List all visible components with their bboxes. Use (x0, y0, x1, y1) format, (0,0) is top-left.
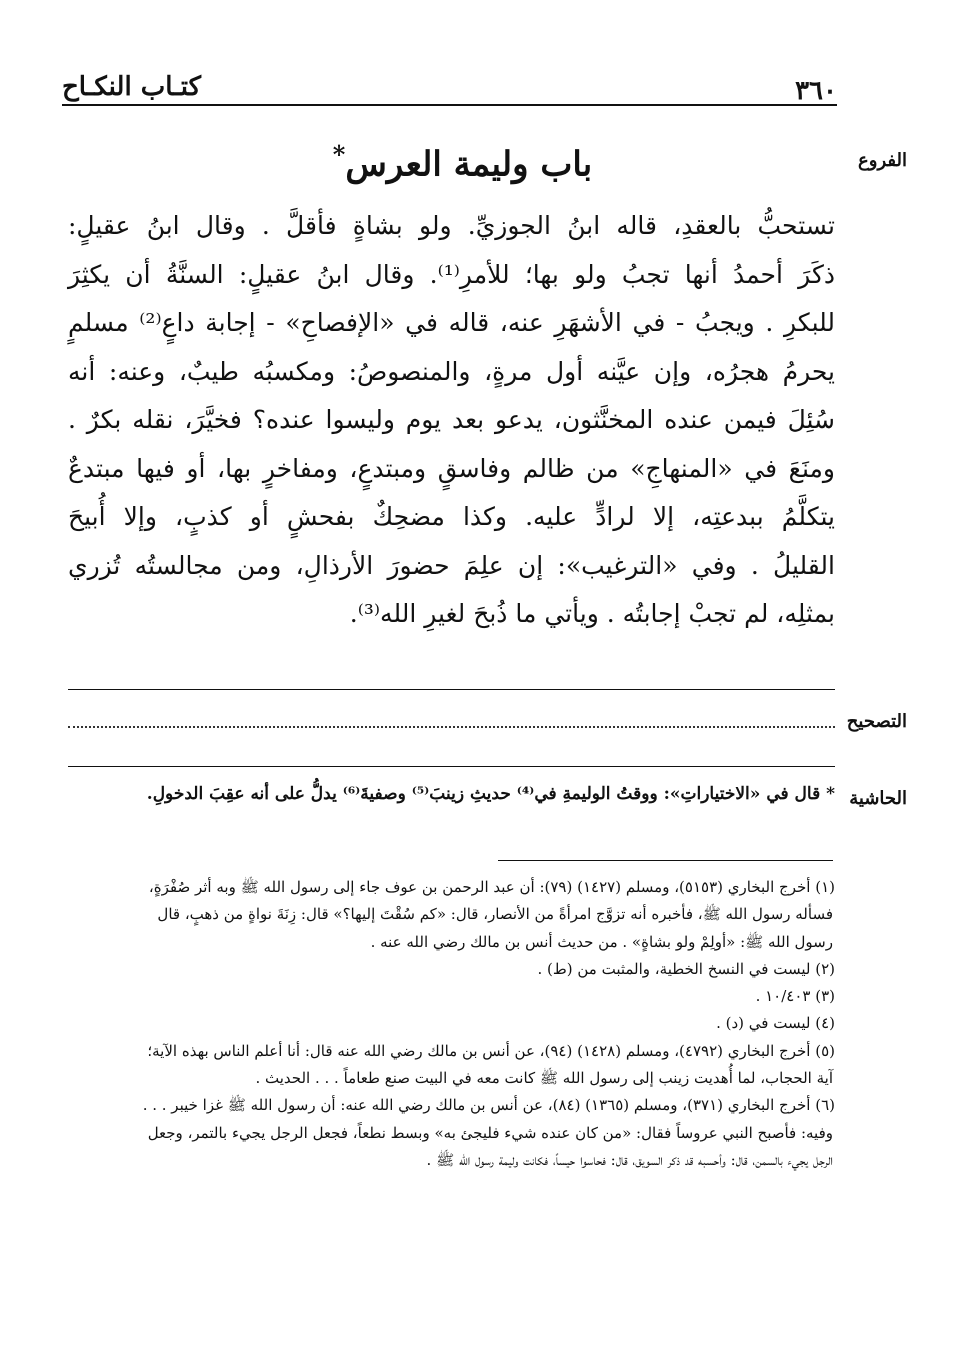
side-label-tashih: التصحيح (846, 711, 907, 732)
chapter-star-marker: * (332, 140, 346, 169)
footnote-line: (٥) أخرج البخاري (٤٧٩٢)، ومسلم (١٤٢٨) (٩٤)، عن أنس بن مالك رضي الله عنه قال: أنا أعلم الناس بهذه الآية؛ (147, 1041, 835, 1060)
hashia-note: * قال في «الاختياراتِ»: ووقتُ الوليمةِ في⁽⁴⁾ حديثِ زينبَ⁽⁵⁾ وصفيةَ⁽⁶⁾ يدلُّ على أنه عقِبَ الدخولِ. (146, 784, 835, 804)
main-text-divider (68, 689, 835, 690)
chapter-title-text: باب وليمة العرس (345, 144, 593, 185)
main-text-line: سُئِلَ فيمن عنده المخنَّثون، يدعو بعد يوم وليسوا عنده؟ فخيَّرَ، نقله بكرٌ . (68, 405, 835, 434)
footnote-line: (٢) ليست في النسخ الخطية، والمثبت من (ط) . (537, 959, 835, 978)
footnote-line: الرجل يجيء بالسمن، قال: وأحسبه قد ذكر السويق، قال: فحاسوا حيساً، فكانت وليمة رسول الله ﷺ . (426, 1150, 833, 1169)
main-text-line: بمثلِه، لم تجبْ إجابتُه . ويأتي ما ذُبحَ لغيرِ الله⁽³⁾. (349, 599, 835, 628)
main-text-line: ذكَرَ أحمدُ أنها تجبُ ولو بها؛ للأمرِ⁽¹⁾. وقال ابنُ عقيلٍ: السنَّةُ أن يكثِرَ (68, 259, 835, 289)
chapter-heading (90, 140, 835, 184)
side-label-furu: الفروع (858, 150, 907, 171)
footnote-line: فسأله رسول الله ﷺ، فأخبره أنه تزوَّج امرأةً من الأنصار، قال: «كم سُقْتَ إليها؟» قال: زِنَةَ نواةٍ من ذهبٍ، قال (157, 905, 833, 924)
main-text-line: ومنَعَ في «المنهاجِ» من ظالم وفاسقٍ ومبتدعٍ، ومفاخرٍ بها، أو فيها مبتدعٌ (68, 453, 835, 483)
footnote-line: (٤) ليست في (د) . (716, 1014, 835, 1033)
footnotes-divider (498, 860, 833, 861)
footnote-line: وفيه: فأصبح النبي عروساً فقال: «من كان عنده شيء فليجئ به» وبسط نطعاً، فجعل الرجل يجيء بالتمر، وجعل (147, 1123, 833, 1142)
header-rule (62, 104, 837, 106)
main-text-line: تستحبُّ بالعقدِ، قاله ابنُ الجوزيِّ. ولو بشاةٍ فأقلَّ . وقال ابنُ عقيلٍ: (68, 211, 835, 240)
footnote-line: (٣) ١٠/٤٠٣ . (755, 987, 835, 1006)
tashih-divider (68, 766, 835, 767)
main-text-line: يتكلَّمُ ببدعتِه، إلا لرادٍّ عليه. وكذا مضحِكٌ بفحشٍ أو كذبٍ، وإلا أُبيحَ (68, 502, 835, 531)
footnote-line: (٦) أخرج البخاري (٣٧١)، ومسلم (١٣٦٥) (٨٤)، عن أنس بن مالك رضي الله عنه: أن رسول الله ﷺ غزا خيبر . . . (142, 1096, 835, 1115)
footnote-line: (١) أخرج البخاري (٥١٥٣)، ومسلم (١٤٢٧) (٧٩): أن عبد الرحمن بن عوف جاء إلى رسول الله ﷺ وبه أثر صُفْرَةٍ، (148, 878, 835, 896)
main-text-line: يحرمُ هجرُه، وإن عيَّنه أول مرةٍ، والمنصوصُ: ومكسبُه طيبٌ، وعنه: أنه (68, 356, 835, 386)
main-text-line: للبكرِ . ويجبُ - في الأشهَرِ عنه، قاله في «الإفصاحِ» - إجابة داعٍ⁽²⁾ مسلمٍ (68, 308, 836, 337)
page-number: ٣٦٠ (795, 76, 837, 106)
tashih-dotted-line (68, 726, 835, 728)
footnote-line: آية الحجاب، لما أُهديت زينب إلى رسول الله ﷺ كانت معه في البيت صنع طعاماً . . . الحديث . (255, 1069, 833, 1088)
main-text-block (68, 202, 835, 639)
footnote-line: رسول الله ﷺ: «أولِمْ ولو بشاةٍ» . من حديث أنس بن مالك رضي الله عنه . (370, 932, 833, 951)
running-header-title: كتـاب النكـاح (62, 72, 201, 102)
side-label-hashia: الحاشية (849, 788, 907, 809)
main-text-line: القليلُ . وفي «الترغيب»: إن علِمَ حضورَ الأرذالِ، ومن مجالستُه تُزري (68, 550, 835, 580)
footnotes-block (68, 874, 835, 1174)
